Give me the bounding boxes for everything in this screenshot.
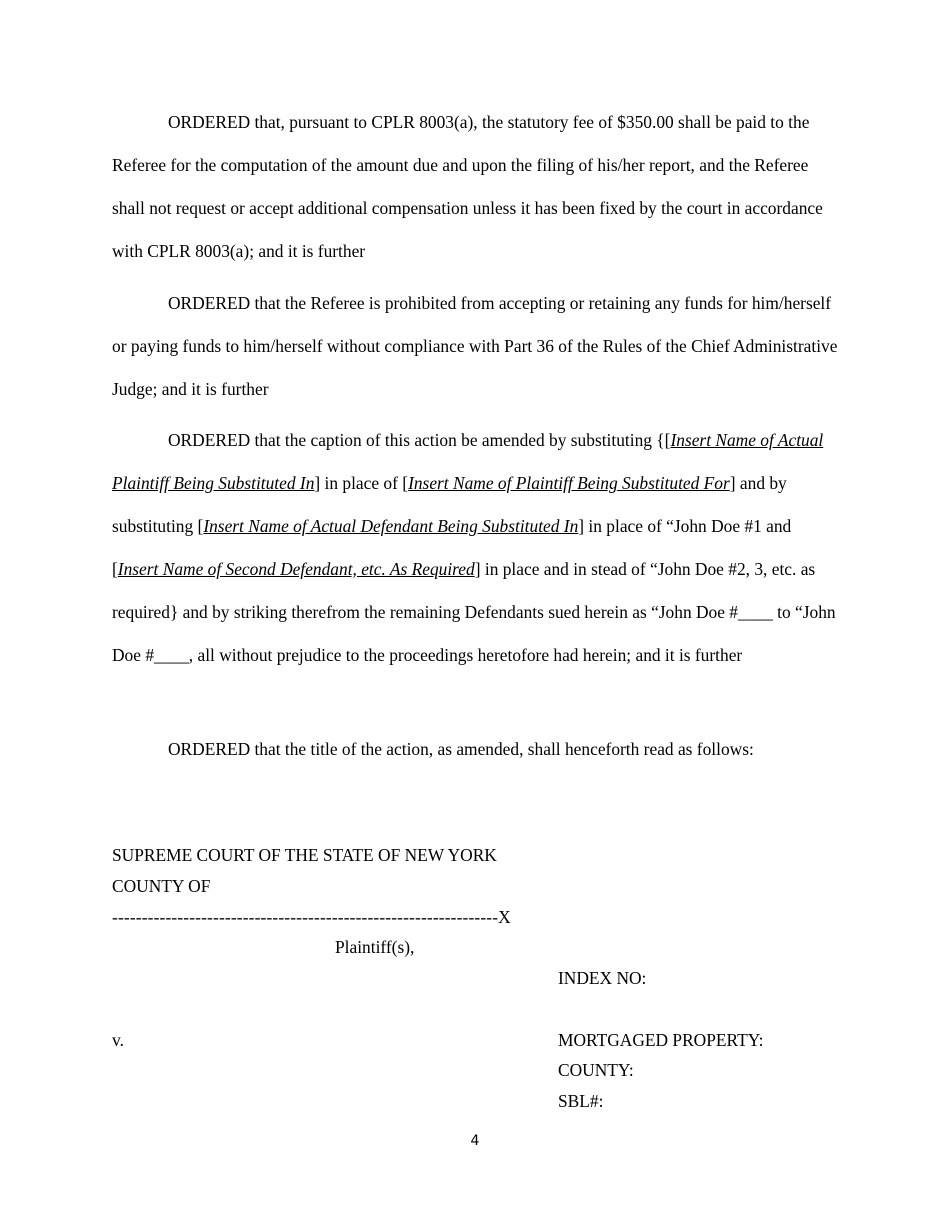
- plaintiffs-label: Plaintiff(s),: [335, 937, 415, 957]
- sbl-label: SBL#:: [558, 1091, 604, 1111]
- paragraph-caption-amendment: [112, 419, 840, 677]
- paragraph-referee-fee: ORDERED that, pursuant to CPLR 8003(a), the statutory fee of $350.00 shall be paid to the Referee for the computation of the amount due and upon the filing of his/her report, and the Referee shall not request or accept additional compensation unless it has been fixed by the court in accordance with CPLR 8003(a); and it is further: [112, 112, 823, 261]
- index-no-label: INDEX NO:: [558, 968, 647, 988]
- paragraph-referee-funds: ORDERED that the Referee is prohibited from accepting or retaining any funds for him/herself or paying funds to him/herself without compliance with Part 36 of the Rules of the Chief Administrative Judge; and it is further: [112, 293, 838, 399]
- court-name: SUPREME COURT OF THE STATE OF NEW YORK: [112, 845, 497, 865]
- caption-divider: -----------------------------------------------------------------X: [112, 907, 511, 927]
- placeholder-second-defendant: Insert Name of Second Defendant, etc. As Required: [117, 559, 475, 579]
- placeholder-plaintiff-substituted-for: Insert Name of Plaintiff Being Substituted For: [408, 473, 730, 493]
- page-number: 4: [470, 1133, 480, 1149]
- county-of: COUNTY OF: [112, 876, 211, 896]
- mortgaged-property-label: MORTGAGED PROPERTY:: [558, 1030, 764, 1050]
- county-label: COUNTY:: [558, 1060, 634, 1080]
- versus-label: v.: [112, 1030, 124, 1050]
- paragraph-title-amended: ORDERED that the title of the action, as amended, shall henceforth read as follows:: [168, 739, 754, 759]
- caption-text-4: ] in place of “John Doe #1 and [: [112, 516, 792, 579]
- caption-text-3: ] and by substituting [: [112, 473, 787, 536]
- caption-text-5: ] in place and in stead of “John Doe #2, 3, etc. as required} and by striking therefrom the remaining Defendants sued herein as “John Doe #____ to “John Doe #____, all without prejudice to the proceedings heretofore had herein; and it is further: [112, 559, 836, 665]
- placeholder-actual-plaintiff: Insert Name of Actual Plaintiff Being Substituted In: [112, 430, 824, 493]
- caption-text-1: ORDERED that the caption of this action be amended by substituting {[: [168, 430, 671, 450]
- placeholder-actual-defendant: Insert Name of Actual Defendant Being Substituted In: [203, 516, 579, 536]
- caption-text-2: ] in place of [: [314, 473, 409, 493]
